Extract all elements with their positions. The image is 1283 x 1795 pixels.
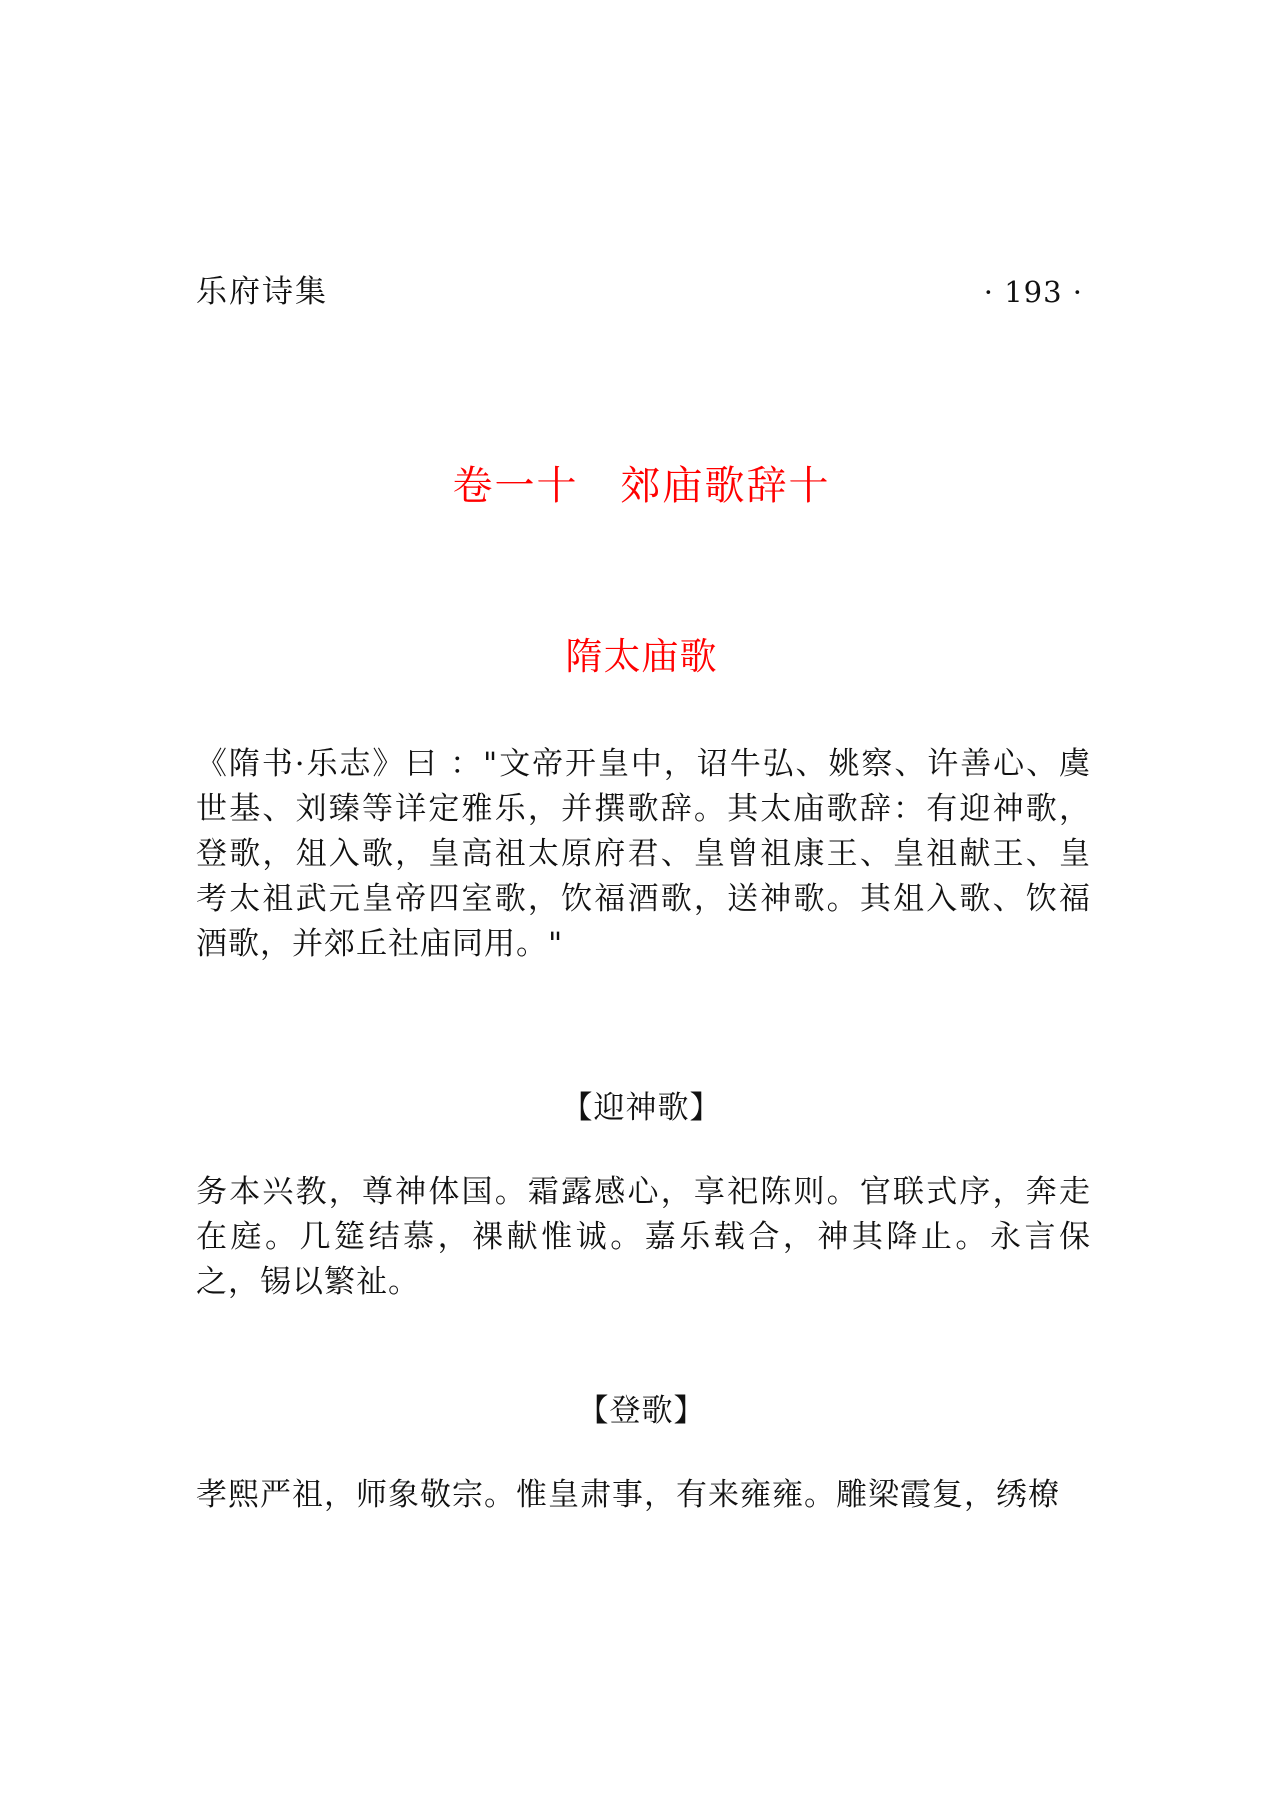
running-title: 乐府诗集	[196, 274, 328, 310]
poem-text-yingshen: 务本兴教，尊神体国。霜露感心，享祀陈则。官联式序，奔走在庭。几筵结慕，祼献惟诚。嘉乐载合，神其降止。永言保之，锡以繁祉。	[196, 1174, 1091, 1300]
page-number: · 193 ·	[983, 275, 1083, 309]
section-title: 隋太庙歌	[565, 635, 718, 678]
poem-text-dengge: 孝熙严祖，师象敬宗。惟皇肃事，有来雍雍。雕梁霞复，绣橑	[196, 1477, 1060, 1513]
poem-title-dengge: 【登歌】	[577, 1393, 706, 1429]
poem-title-yingshen: 【迎神歌】	[561, 1090, 722, 1126]
volume-title: 卷一十 郊庙歌辞十	[452, 463, 831, 509]
intro-paragraph: 《隋书·乐志》曰 ："文帝开皇中，诏牛弘、姚察、许善心、虞世基、刘臻等详定雅乐，并撰歌辞。其太庙歌辞：有迎神歌，登歌，俎入歌，皇高祖太原府君、皇曾祖康王、皇祖献王、皇考太祖武元皇帝四室歌，饮福酒歌，送神歌。其俎入歌、饮福酒歌，并郊丘社庙同用。"	[196, 746, 1091, 962]
